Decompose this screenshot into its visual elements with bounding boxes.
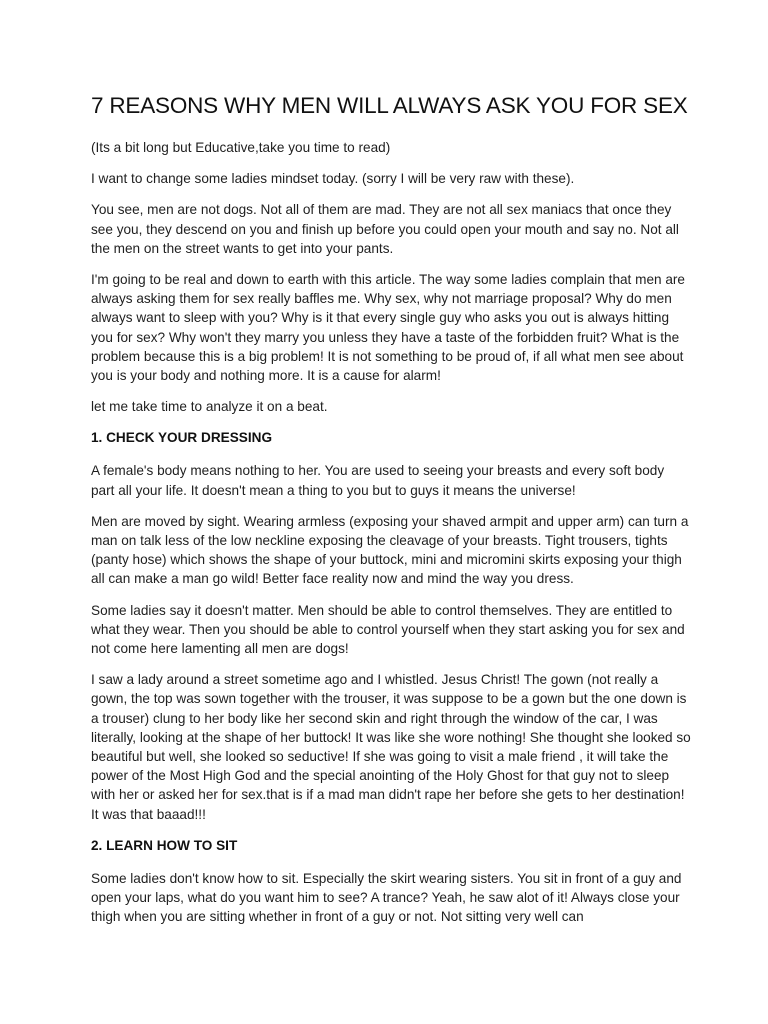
document-page — [91, 92, 691, 939]
document-title: 7 REASONS WHY MEN WILL ALWAYS ASK YOU FOR SEX — [91, 93, 688, 118]
section-heading: 1. CHECK YOUR DRESSING — [91, 430, 273, 446]
section-heading: 2. LEARN HOW TO SIT — [91, 837, 238, 853]
intro-paragraph: I'm going to be real and down to earth with this article. The way some ladies complain that men are always asking them for sex really baffles me. Why sex, why not marriage proposal? Why do men always want to sleep with you? Why is it that every single guy who asks you out is always hitting you for sex? Why won't they marry you unless they have a taste of the forbidden fruit? What is the problem because this is a big problem! It is not something to be proud of, if all what men see about you is your body and nothing more. It is a cause for alarm! — [91, 272, 685, 384]
section-paragraph: Men are moved by sight. Wearing armless (exposing your shaved armpit and upper arm) can turn a man on talk less of the low neckline exposing the cleavage of your breasts. Tight trousers, tights (panty hose) which shows the shape of your buttock, mini and micromini skirts exposing your thigh all can make a man go wild! Better face reality now and mind the way you dress. — [91, 513, 689, 587]
intro-paragraph: I want to change some ladies mindset today. (sorry I will be very raw with these). — [91, 171, 575, 187]
section-learn-how-to-sit — [91, 836, 691, 927]
intro-paragraph: (Its a bit long but Educative,take you time to read) — [91, 140, 391, 155]
intro-paragraph: let me take time to analyze it on a beat. — [91, 399, 328, 415]
section-paragraph: Some ladies say it doesn't matter. Men should be able to control themselves. They are entitled to what they wear. Then you should be able to control yourself when they start asking you for sex and not come here lamenting all men are dogs! — [91, 602, 685, 657]
intro-paragraph: You see, men are not dogs. Not all of them are mad. They are not all sex maniacs that once they see you, they descend on you and finish up before you could open your mouth and say no. Not all the men on the street wants to get into your pants. — [91, 202, 679, 256]
section-paragraph: I saw a lady around a street sometime ago and I whistled. Jesus Christ! The gown (not really a gown, the top was sown together with the trouser, it was suppose to be a gown but the one down is a trouser) clung to her body like her second skin and right through the window of the car, I was literally, looking at the shape of her buttock! It was like she wore nothing! She thought she looked so beautiful but well, she looked so seductive! If she was going to visit a male friend , it will take the power of the Most High God and the special anointing of the Holy Ghost for that guy not to sleep with her or asked her for sex.that is if a mad man didn't rape her before she gets to her destination! It was that baaad!!! — [91, 672, 691, 822]
section-check-your-dressing — [91, 428, 691, 823]
section-paragraph: A female's body means nothing to her. You are used to seeing your breasts and every soft body part all your life. It doesn't mean a thing to you but to guys it means the universe! — [91, 463, 665, 498]
section-paragraph: Some ladies don't know how to sit. Especially the skirt wearing sisters. You sit in front of a guy and open your laps, what do you want him to see? A trance? Yeah, he saw alot of it! Always close your thigh when you are sitting whether in front of a guy or not. Not sitting very well can — [91, 870, 682, 925]
